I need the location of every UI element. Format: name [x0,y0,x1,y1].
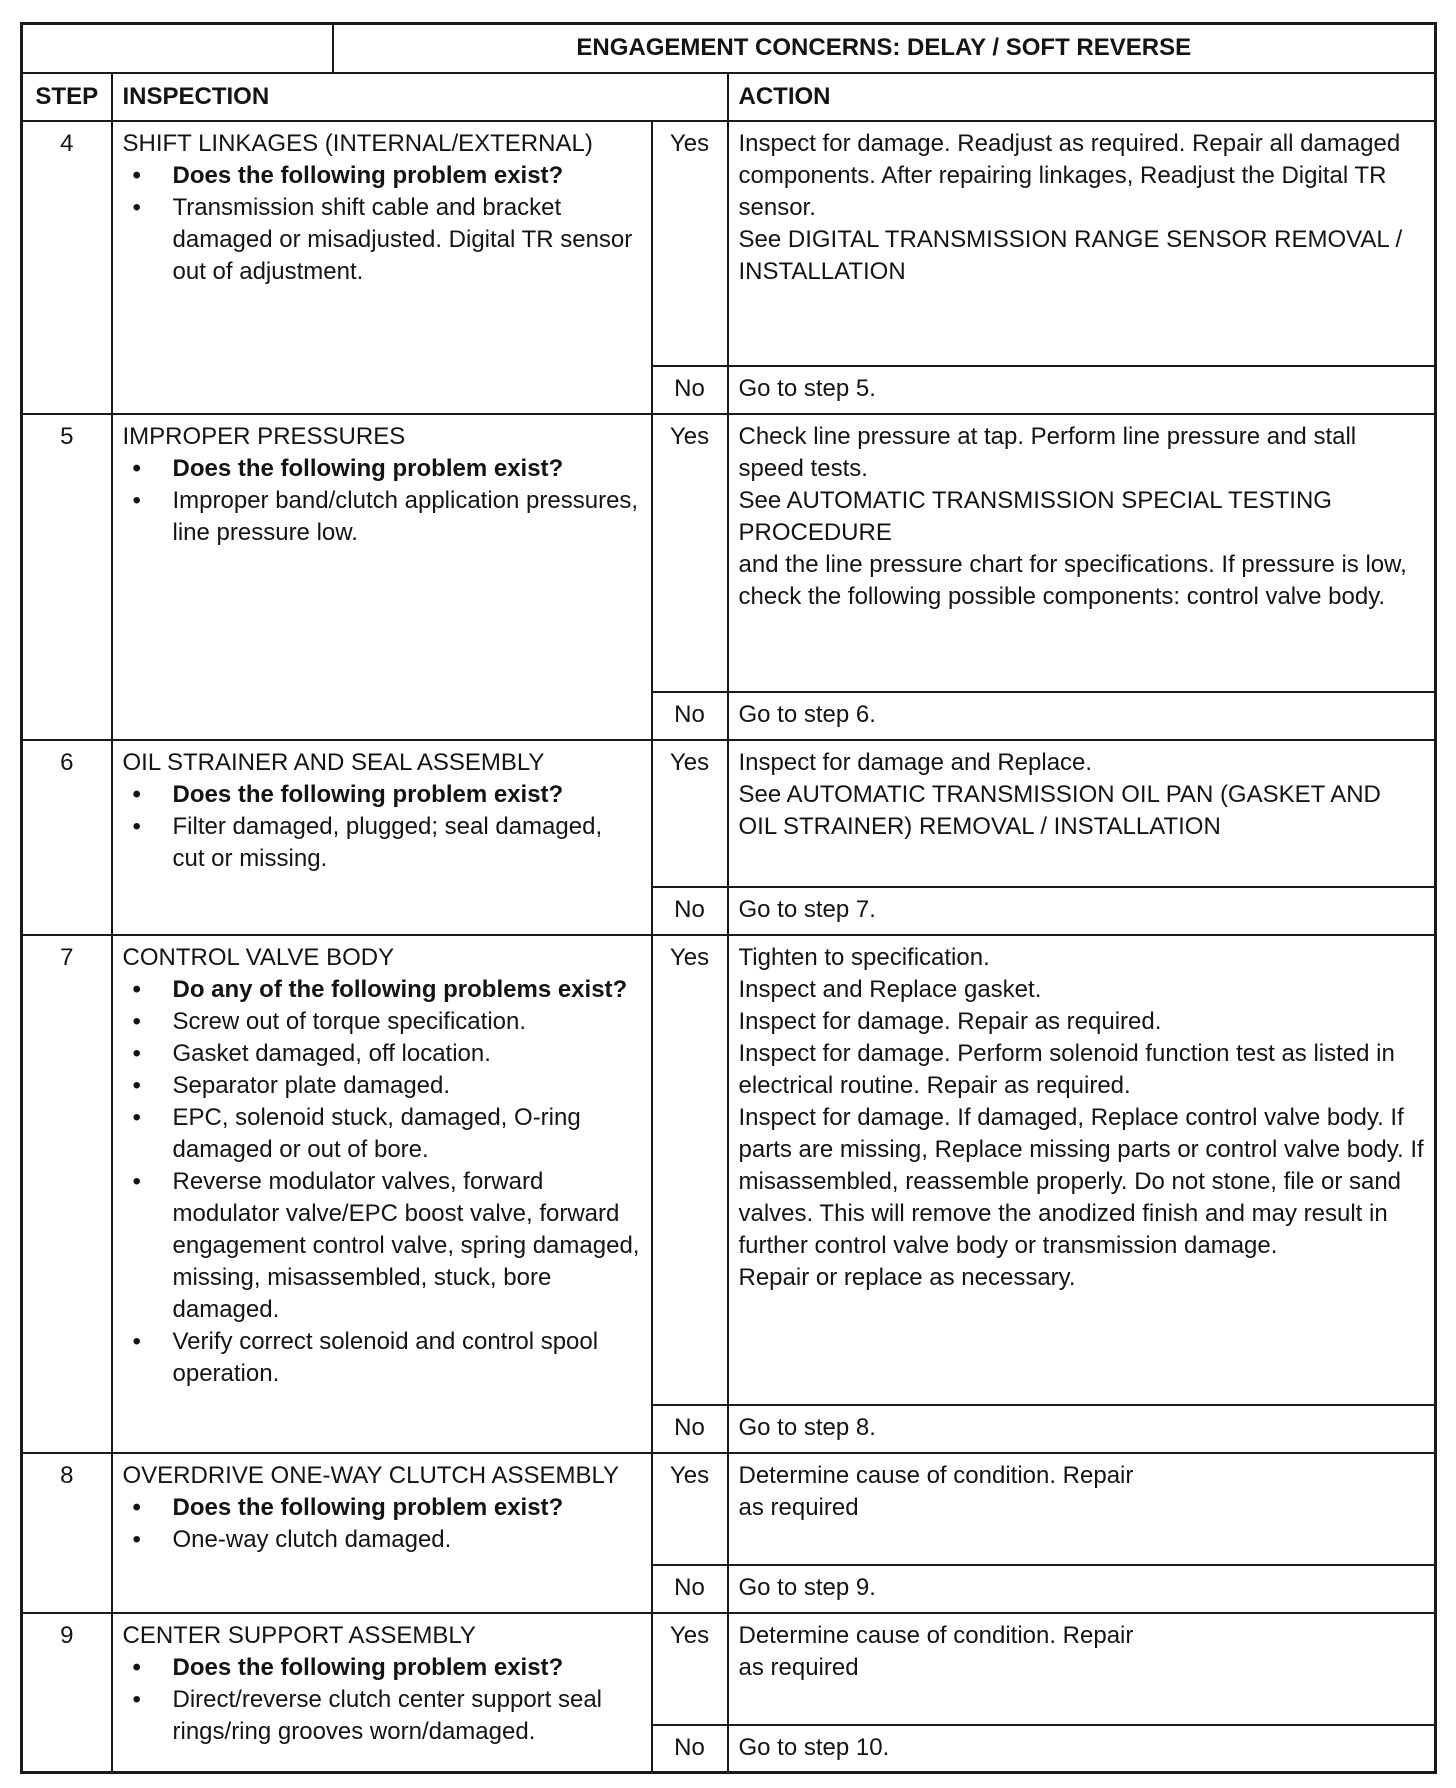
inspection-cell [112,414,652,740]
step-row [22,121,1436,366]
inspection-question: • Does the following problem exist? [123,1652,641,1684]
inspection-question: • Does the following problem exist? [123,1492,641,1524]
yes-action-line: See AUTOMATIC TRANSMISSION OIL PAN (GASKET AND OIL STRAINER) REMOVAL / INSTALLATION [738,780,1381,840]
inspection-question: • Does the following problem exist? [123,160,641,192]
inspection-bullet: • Transmission shift cable and bracket damaged or misadjusted. Digital TR sensor out of adjustment. [123,192,641,288]
diagnostic-sheet [20,22,1434,1764]
yes-action-line: Check line pressure at tap. Perform line pressure and stall speed tests. [738,422,1357,482]
no-label: No [652,366,728,414]
yes-action-line: Determine cause of condition. Repair [738,1461,1134,1489]
inspection-bullet: • Direct/reverse clutch center support seal rings/ring grooves worn/damaged. [123,1684,641,1748]
inspection-bullet: • Separator plate damaged. [123,1070,641,1102]
no-action: Go to step 8. [728,1405,1436,1453]
diagnostic-table [20,22,1437,1774]
no-label: No [652,1725,728,1773]
inspection-title: SHIFT LINKAGES (INTERNAL/EXTERNAL) [122,129,593,157]
table-title: ENGAGEMENT CONCERNS: DELAY / SOFT REVERSE [333,24,1436,73]
no-label: No [652,692,728,740]
title-blank-cell [22,24,333,73]
inspection-bullet: • Improper band/clutch application pressures, line pressure low. [123,485,641,549]
inspection-question: • Does the following problem exist? [123,453,641,485]
yes-action-line: Inspect for damage. Repair as required. [738,1007,1162,1035]
inspection-bullet: • Gasket damaged, off location. [123,1038,641,1070]
no-action: Go to step 7. [728,887,1436,935]
step-number: 8 [22,1453,112,1613]
yes-action-line: Repair or replace as necessary. [738,1263,1076,1291]
yes-label: Yes [652,1453,728,1565]
header-row [22,73,1436,121]
yes-label: Yes [652,935,728,1405]
inspection-bullet: • Reverse modulator valves, forward modulator valve/EPC boost valve, forward engagement control valve, spring damaged, missing, misassembled, stuck, bore damaged. [123,1166,641,1326]
step-header: STEP [22,73,112,121]
inspection-header: INSPECTION [112,73,728,121]
no-action: Go to step 10. [728,1725,1436,1773]
yes-action-line: Determine cause of condition. Repair [738,1621,1134,1649]
yes-action-line: Inspect and Replace gasket. [738,975,1042,1003]
yes-action-cell [728,121,1436,366]
inspection-title: CENTER SUPPORT ASSEMBLY [122,1621,476,1649]
inspection-title: IMPROPER PRESSURES [122,422,406,450]
yes-action-line: Tighten to specification. [738,943,990,971]
no-action: Go to step 6. [728,692,1436,740]
inspection-question: • Do any of the following problems exist? [123,974,641,1006]
step-row [22,935,1436,1405]
step-row [22,414,1436,692]
yes-action-line: See DIGITAL TRANSMISSION RANGE SENSOR REMOVAL / INSTALLATION [738,225,1403,285]
inspection-bullets [123,779,641,875]
yes-action-cell [728,1453,1436,1565]
yes-action-cell [728,1613,1436,1725]
yes-action-line: Inspect for damage and Replace. [738,748,1093,776]
no-label: No [652,1565,728,1613]
inspection-cell [112,740,652,935]
yes-action-line: and the line pressure chart for specifications. If pressure is low, check the following possible components: control valve body. [738,550,1407,610]
yes-label: Yes [652,740,728,887]
yes-action-line: See AUTOMATIC TRANSMISSION SPECIAL TESTING PROCEDURE [738,486,1332,546]
step-number: 9 [22,1613,112,1773]
inspection-bullets [123,453,641,549]
step-row [22,740,1436,887]
title-row [22,24,1436,73]
inspection-bullet: • One-way clutch damaged. [123,1524,641,1556]
inspection-bullets [123,1652,641,1748]
no-action: Go to step 5. [728,366,1436,414]
yes-label: Yes [652,414,728,692]
inspection-cell [112,935,652,1453]
yes-action-cell [728,414,1436,692]
inspection-title: CONTROL VALVE BODY [122,943,395,971]
inspection-question: • Does the following problem exist? [123,779,641,811]
no-label: No [652,1405,728,1453]
step-number: 7 [22,935,112,1453]
step-row [22,1613,1436,1725]
yes-action-line: Inspect for damage. Readjust as required. Repair all damaged components. After repairing linkages, Readjust the Digital TR sensor. [738,129,1401,221]
inspection-title: OVERDRIVE ONE-WAY CLUTCH ASSEMBLY [122,1461,620,1489]
step-number: 4 [22,121,112,414]
step-row [22,1453,1436,1565]
yes-action-cell [728,740,1436,887]
inspection-bullets [123,974,641,1390]
action-header: ACTION [728,73,1436,121]
yes-action-line: Inspect for damage. Perform solenoid function test as listed in electrical routine. Repair as required. [738,1039,1395,1099]
yes-label: Yes [652,1613,728,1725]
inspection-bullets [123,160,641,288]
inspection-bullets [123,1492,641,1556]
no-label: No [652,887,728,935]
inspection-bullet: • EPC, solenoid stuck, damaged, O-ring damaged or out of bore. [123,1102,641,1166]
inspection-cell [112,121,652,414]
inspection-cell [112,1613,652,1773]
step-number: 6 [22,740,112,935]
inspection-bullet: • Screw out of torque specification. [123,1006,641,1038]
inspection-cell [112,1453,652,1613]
inspection-bullet: • Verify correct solenoid and control spool operation. [123,1326,641,1390]
inspection-title: OIL STRAINER AND SEAL ASSEMBLY [122,748,545,776]
yes-action-cell [728,935,1436,1405]
yes-action-line: as required [738,1653,859,1681]
yes-label: Yes [652,121,728,366]
yes-action-line: Inspect for damage. If damaged, Replace control valve body. If parts are missing, Replace missing parts or control valve body. If misassembled, reassemble properly. Do not stone, file or sand valves. This will remove the anodized finish and may result in further control valve body or transmission damage. [738,1103,1424,1259]
yes-action-line: as required [738,1493,859,1521]
inspection-bullet: • Filter damaged, plugged; seal damaged, cut or missing. [123,811,641,875]
step-number: 5 [22,414,112,740]
no-action: Go to step 9. [728,1565,1436,1613]
